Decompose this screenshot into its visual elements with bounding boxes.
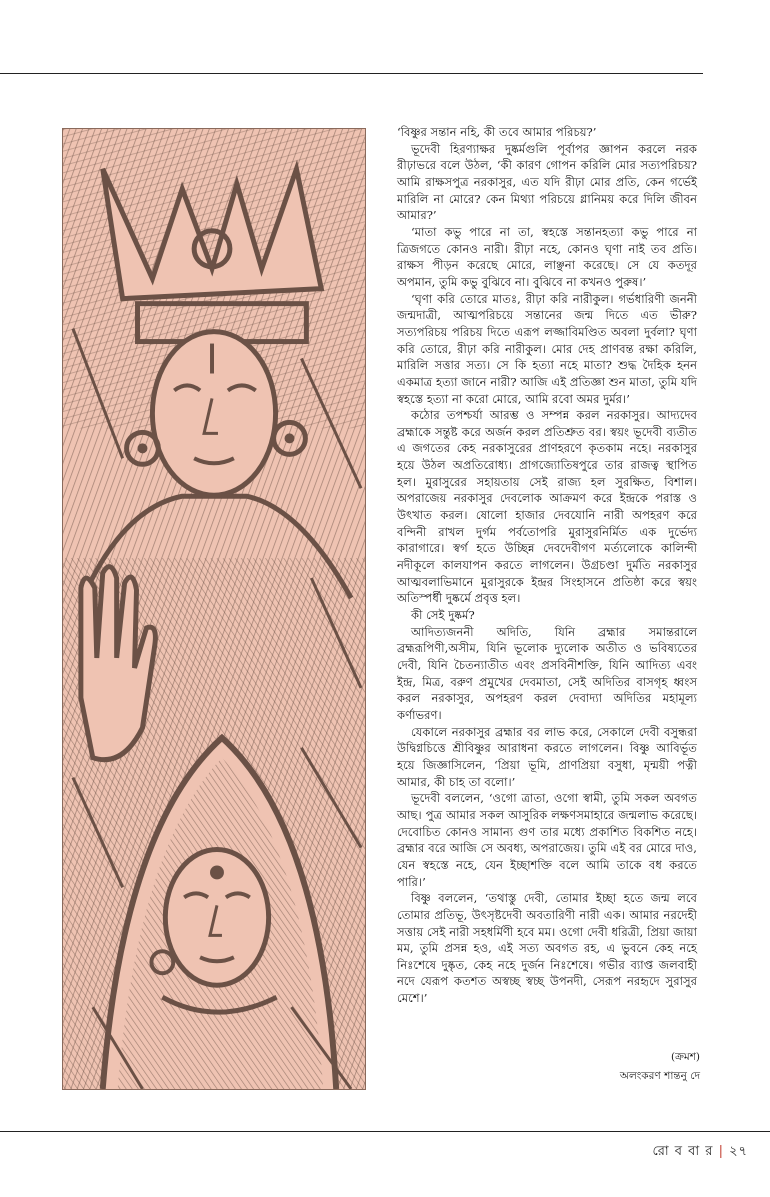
article-credits <box>530 1048 700 1086</box>
article-paragraph: ‘ঘৃণা করি তোরে মাতঃ, রীঢ়া করি নারীকুল। গর্ভধারিণী জননী জন্মদাত্রী, আত্মপরিচয়ে সন্তানের জন্ম দিতে এত ভীরু? সত্যপরিচয় পরিচয় দিতে এরূপ লজ্জাবিমণ্ডিত অবলা দুর্বলা? ঘৃণা করি তোরে, রীঢ়া করি নারীকুল। মোর দেহ প্রাণবন্ত রক্ষা করিলি, মারিলি সত্তার সত্য। সে কি হত্যা নহে মাতা? শুদ্ধ দৈহিক হনন একমাত্র হত্যা জানে নারী? আজি এই প্রতিজ্ঞা শুন মাতা, তুমি যদি স্বহস্তে হত্যা না করো মোরে, আমি রবো অমর দুর্মর।’ <box>397 291 697 406</box>
article-text-column <box>397 124 697 1007</box>
woodcut-illustration <box>62 128 366 1090</box>
article-paragraph: আদিত্যজননী অদিতি, যিনি ব্রহ্মার সমান্তরালে ব্রহ্মরূপিণী,অসীম, যিনি ভূলোক দ্যুলোক অতীত ও ভবিষ্যতের দেবী, যিনি চৈতন্যাতীত এবং প্রসবিনীশক্তি, যিনি আদিত্য এবং ইন্দ্র, মিত্র, বরুণ প্রমুখের দেবমাতা, সেই অদিতির বাসগৃহ ধ্বংস করল নরকাসুর, অপহরণ করল দেবাদ্যা অদিতির মহামূল্য কর্ণাভরণ। <box>397 624 697 722</box>
article-paragraph: কী সেই দুষ্কর্ম? <box>411 608 475 623</box>
article-paragraph: ভূদেবী হিরণ্যাক্ষর দুষ্কর্মগুলি পূর্বাপর জ্ঞাপন করলে নরক রীঢ়াভরে বলে উঠল, ‘কী কারণ গোপন করিলি মোর সত্যপরিচয়? আমি রাক্ষসপুত্র নরকাসুর, এত যদি রীঢ়া মোর প্রতি, কেন গর্ভেই মারিলি না মোরে? কেন মিথ্যা পরিচয়ে গ্লানিময় করে দিলি জীবন আমার?’ <box>397 141 697 223</box>
page-number: ২৭ <box>729 1144 748 1159</box>
to-be-continued-label: (ক্রমশ) <box>670 1051 700 1063</box>
magazine-name: রো ব বা র <box>652 1144 714 1159</box>
article-paragraph: বিষ্ণু বললেন, ‘তথাস্তু দেবী, তোমার ইচ্ছা হতে জন্ম লবে তোমার প্রতিভূ, উৎসৃষ্টদেবী অবতারিণী নারী এক। আমার নরদেহী সত্তায় সেই নারী সহধর্মিণী হবে মম। ওগো দেবী ধরিত্রী, প্রিয়া জায়া মম, তুমি প্রসন্ন হও, এই সত্য অবগত রহ, এ ভুবনে কেহ নহে নিঃশেষে দুষ্কৃত, কেহ নহে দুর্জন নিঃশেষে। গভীর ব্যাপ্ত জলবাহী নদে যেরূপ কতশত অস্বচ্ছ স্বচ্ছ উপনদী, সেরূপ নরহৃদে সুরাসুর মেশে।’ <box>397 891 697 1006</box>
article-paragraph: ভূদেবী বললেন, ‘ওগো ত্রাতা, ওগো স্বামী, তুমি সকল অবগত আছ। পুত্র আমার সকল আসুরিক লক্ষণসমাহারে জন্মলাভ করেছে। দেবোচিত কোনও সামান্য গুণ তার মধ্যে প্রকাশিত বিকশিত নহে। ব্রহ্মার বরে আজি সে অবধ্য, অপরাজেয়। তুমি এই বর মোরে দাও, যেন স্বহস্তে নহে, যেন ইচ্ছাশক্তি বলে আমি তাকে বধ করতে পারি।’ <box>397 791 697 889</box>
article-paragraph: ‘মাতা কভু পারে না তা, স্বহস্তে সন্তানহত্যা কভু পারে না ত্রিজগতে কোনও নারী। রীঢ়া নহে, কোনও ঘৃণা নাই তব প্রতি। রাক্ষস পীড়ন করেছে মোরে, লাঞ্ছনা করেছে। সে যে কতদূর অপমান, তুমি কভু বুঝিবে না। বুঝিবে না কখনও পুরুষ।’ <box>397 224 697 289</box>
illustration-credit: অলংকরণ শান্তনু দে <box>619 1070 700 1082</box>
page-footer <box>652 1142 748 1163</box>
article-paragraph: কঠোর তপশ্চর্যা আরম্ভ ও সম্পন্ন করল নরকাসুর। আদ্যদেব ব্রহ্মাকে সন্তুষ্ট করে অর্জন করল প্রতিশ্রুত বর। স্বয়ং ভূদেবী ব্যতীত এ জগতের কেহ নরকাসুরের প্রাণহরণে কৃতকাম নহে। নরকাসুর হয়ে উঠল অপ্রতিরোধ্য। প্রাগজ্যোতিষপুরে তার রাজত্ব স্থাপিত হল। মুরাসুরের সহায়তায় সেই রাজ্য হল সুরক্ষিত, বিশাল। অপরাজেয় নরকাসুর দেবলোক আক্রমণ করে ইন্দ্রকে পরাস্ত ও উৎখাত করল। ষোলো হাজার দেবযোনি নারী অপহরণ করে বন্দিনী রাখল দুর্গম পর্বতোপরি মুরাসুরনির্মিত এক দুর্ভেদ্য কারাগারে। স্বর্গ হতে উচ্ছিন্ন দেবদেবীগণ মর্ত্যলোকে কালিন্দী নদীকূলে কালযাপন করতে লাগলেন। উগ্রচণ্ডা দুর্মতি নরকাসুর আত্মবলাভিমানে মুরাসুরকে ইন্দ্রর সিংহাসনে প্রতিষ্ঠা করে স্বয়ং অতিস্পর্ধী দুষ্কর্মে প্রবৃত্ত হল। <box>397 408 697 606</box>
article-paragraph: ‘বিষ্ণুর সন্তান নহি, কী তবে আমার পরিচয়?’ <box>397 125 597 139</box>
footer-rule <box>0 1131 770 1132</box>
illustration-icon <box>63 129 365 1089</box>
footer-separator: | <box>718 1144 724 1159</box>
article-paragraph: যেকালে নরকাসুর ব্রহ্মার বর লাভ করে, সেকালে দেবী বসুন্ধরা উদ্বিগ্নচিত্তে শ্রীবিষ্ণুর আরাধনা করতে লাগলেন। বিষ্ণু আবির্ভূত হয়ে জিজ্ঞাসিলেন, ‘প্রিয়া ভূমি, প্রাণপ্রিয়া বসুধা, মৃন্ময়ী পত্নী আমার, কী চাহ তা বলো।’ <box>397 724 697 789</box>
top-rule <box>0 73 703 74</box>
